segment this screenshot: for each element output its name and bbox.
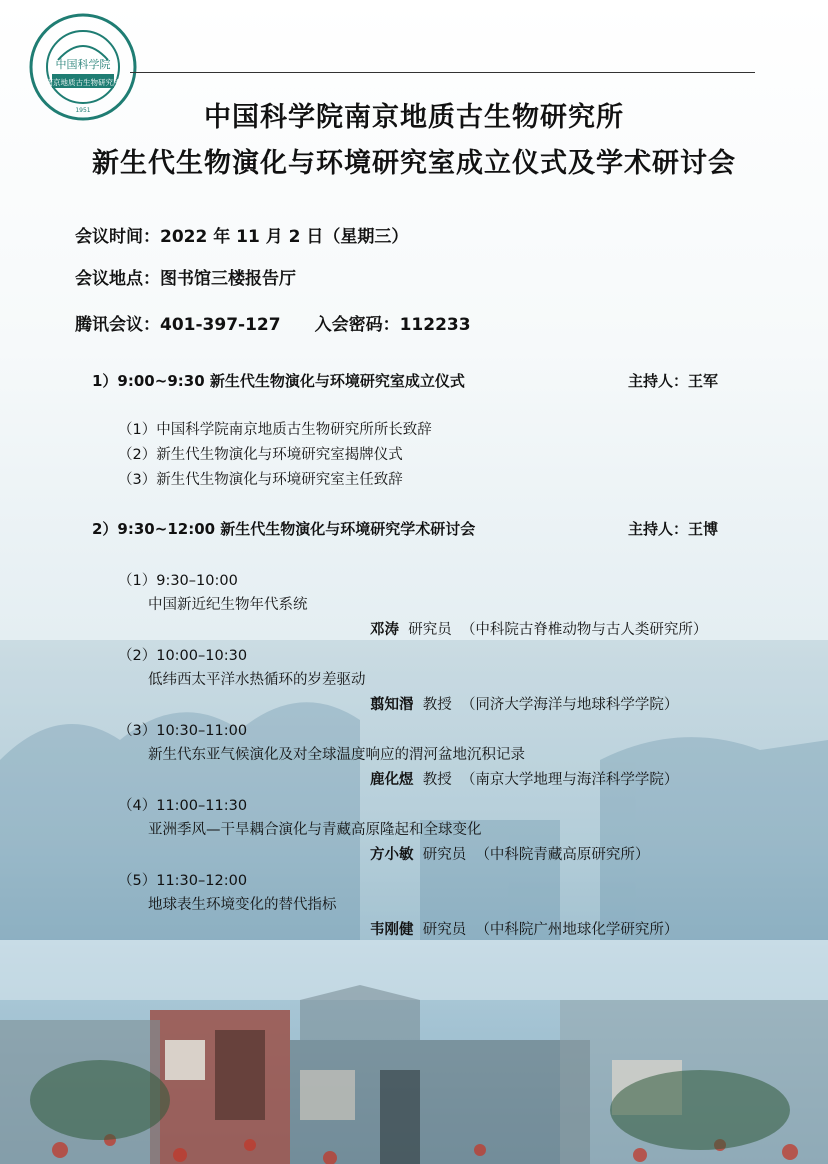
talk-topic: 中国新近纪生物年代系统	[148, 597, 308, 613]
speaker-name: 鹿化煜	[370, 772, 414, 788]
speaker-role: 研究员	[408, 622, 452, 638]
speaker-org: （南京大学地理与海洋科学学院）	[460, 772, 679, 788]
talk-topic: 低纬西太平洋水热循环的岁差驱动	[148, 672, 366, 688]
session-1-item: （1）中国科学院南京地质古生物研究所所长致辞	[118, 422, 432, 438]
speaker-name: 韦刚健	[370, 922, 414, 938]
talk-speaker	[370, 843, 649, 864]
speaker-role: 教授	[422, 772, 452, 788]
speaker-org: （中科院古脊椎动物与古人类研究所）	[460, 622, 708, 638]
speaker-role: 研究员	[422, 922, 467, 938]
header-rule	[130, 72, 755, 73]
talk-time: （1）9:30–10:00	[118, 573, 238, 589]
speaker-org: （同济大学海洋与地球科学学院）	[460, 697, 679, 713]
talk-time: （2）10:00–10:30	[118, 648, 248, 664]
logo-calligraphy: 中国科学院	[55, 58, 111, 71]
speaker-name: 翦知湣	[370, 697, 414, 713]
talk-time: （3）10:30–11:00	[118, 723, 248, 739]
talk-speaker	[370, 693, 678, 714]
talk-topic: 亚洲季风—干旱耦合演化与青藏高原隆起和全球变化	[148, 822, 482, 838]
meeting-online	[75, 310, 471, 335]
session-1-item: （3）新生代生物演化与环境研究室主任致辞	[118, 472, 403, 488]
session-1-heading: 1）9:00~9:30 新生代生物演化与环境研究室成立仪式	[92, 372, 465, 390]
speaker-name: 方小敏	[370, 847, 414, 863]
title-line-2: 新生代生物演化与环境研究室成立仪式及学术研讨会	[92, 148, 736, 179]
session-1-host: 主持人：王军	[628, 372, 719, 390]
session-2-heading: 2）9:30~12:00 新生代生物演化与环境研究学术研讨会	[92, 520, 476, 538]
speaker-org: （中科院青藏高原研究所）	[475, 847, 650, 863]
talk-speaker	[370, 918, 678, 939]
talk-speaker	[370, 768, 678, 789]
session-1-item: （2）新生代生物演化与环境研究室揭牌仪式	[118, 447, 403, 463]
meeting-time: 会议时间：2022 年 11 月 2 日（星期三）	[75, 227, 409, 247]
session-2-host: 主持人：王博	[628, 520, 719, 538]
logo-year: 1951	[75, 107, 91, 114]
talk-topic: 地球表生环境变化的替代指标	[148, 897, 337, 913]
tencent-meeting-id: 腾讯会议：401-397-127	[75, 315, 281, 335]
speaker-name: 邓涛	[370, 622, 399, 638]
talk-time: （4）11:00–11:30	[118, 798, 248, 814]
speaker-role: 研究员	[422, 847, 467, 863]
talk-speaker	[370, 618, 707, 639]
title-line-1: 中国科学院南京地质古生物研究所	[204, 102, 624, 133]
meeting-venue: 会议地点：图书馆三楼报告厅	[75, 269, 296, 289]
talk-topic: 新生代东亚气候演化及对全球温度响应的渭河盆地沉积记录	[148, 747, 525, 763]
talk-time: （5）11:30–12:00	[118, 873, 248, 889]
logo-institute-name: 南京地质古生物研究所	[45, 78, 121, 87]
speaker-org: （中科院广州地球化学研究所）	[475, 922, 679, 938]
speaker-role: 教授	[422, 697, 452, 713]
meeting-password: 入会密码：112233	[314, 315, 471, 335]
